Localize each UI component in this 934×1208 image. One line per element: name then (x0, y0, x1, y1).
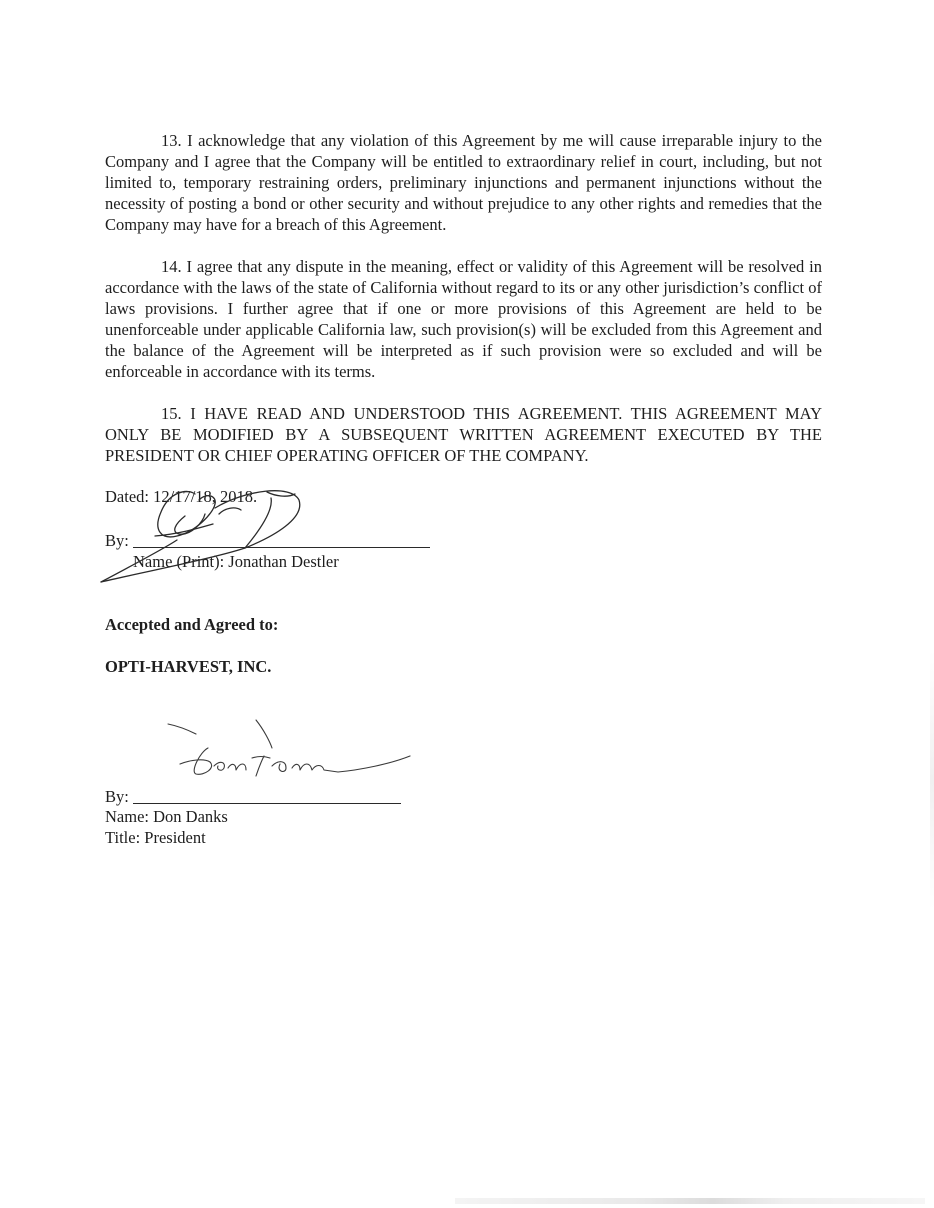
employee-name-print: Name (Print): Jonathan Destler (133, 552, 339, 571)
paragraph-15: 15. I HAVE READ AND UNDERSTOOD THIS AGREEMENT. THIS AGREEMENT MAY ONLY BE MODIFIED BY A SUBSEQUENT WRITTEN AGREEMENT EXECUTED BY THE PRESIDENT OR CHIEF OPERATING OFFICER OF THE COMPANY. (105, 404, 822, 465)
paragraph-13: 13. I acknowledge that any violation of this Agreement by me will cause irreparable injury to the Company and I agree that the Company will be entitled to extraordinary relief in court, including, but not limited to, temporary restraining orders, preliminary injunctions and permanent injunctions without the necessity of posting a bond or other security and without prejudice to any other rights and remedies that the Company may have for a breach of this Agreement. (105, 131, 822, 234)
employee-by-label: By: (105, 531, 129, 550)
paragraph-14: 14. I agree that any dispute in the meaning, effect or validity of this Agreement will be resolved in accordance with the laws of the state of California without regard to its or any other jurisdiction’s conflict of laws provisions. I further agree that if one or more provisions of this Agreement are held to be unenforceable under applicable California law, such provision(s) will be excluded from this Agreement and the balance of the Agreement will be interpreted as if such provision were so excluded and will be enforceable in accordance with its terms. (105, 257, 822, 381)
scan-right-artifact (930, 650, 934, 910)
scan-edge-artifact (455, 1198, 925, 1204)
accepted-heading: Accepted and Agreed to: (105, 615, 279, 634)
company-by-label: By: (105, 787, 129, 806)
dated-line: Dated: 12/17/18, 2018. (105, 487, 258, 506)
company-signer-name: Name: Don Danks (105, 807, 228, 826)
company-name: OPTI-HARVEST, INC. (105, 657, 272, 676)
employee-signature-line (133, 547, 430, 548)
company-signature-icon (160, 712, 420, 782)
company-signer-title: Title: President (105, 828, 206, 847)
company-signature-line (133, 803, 401, 804)
